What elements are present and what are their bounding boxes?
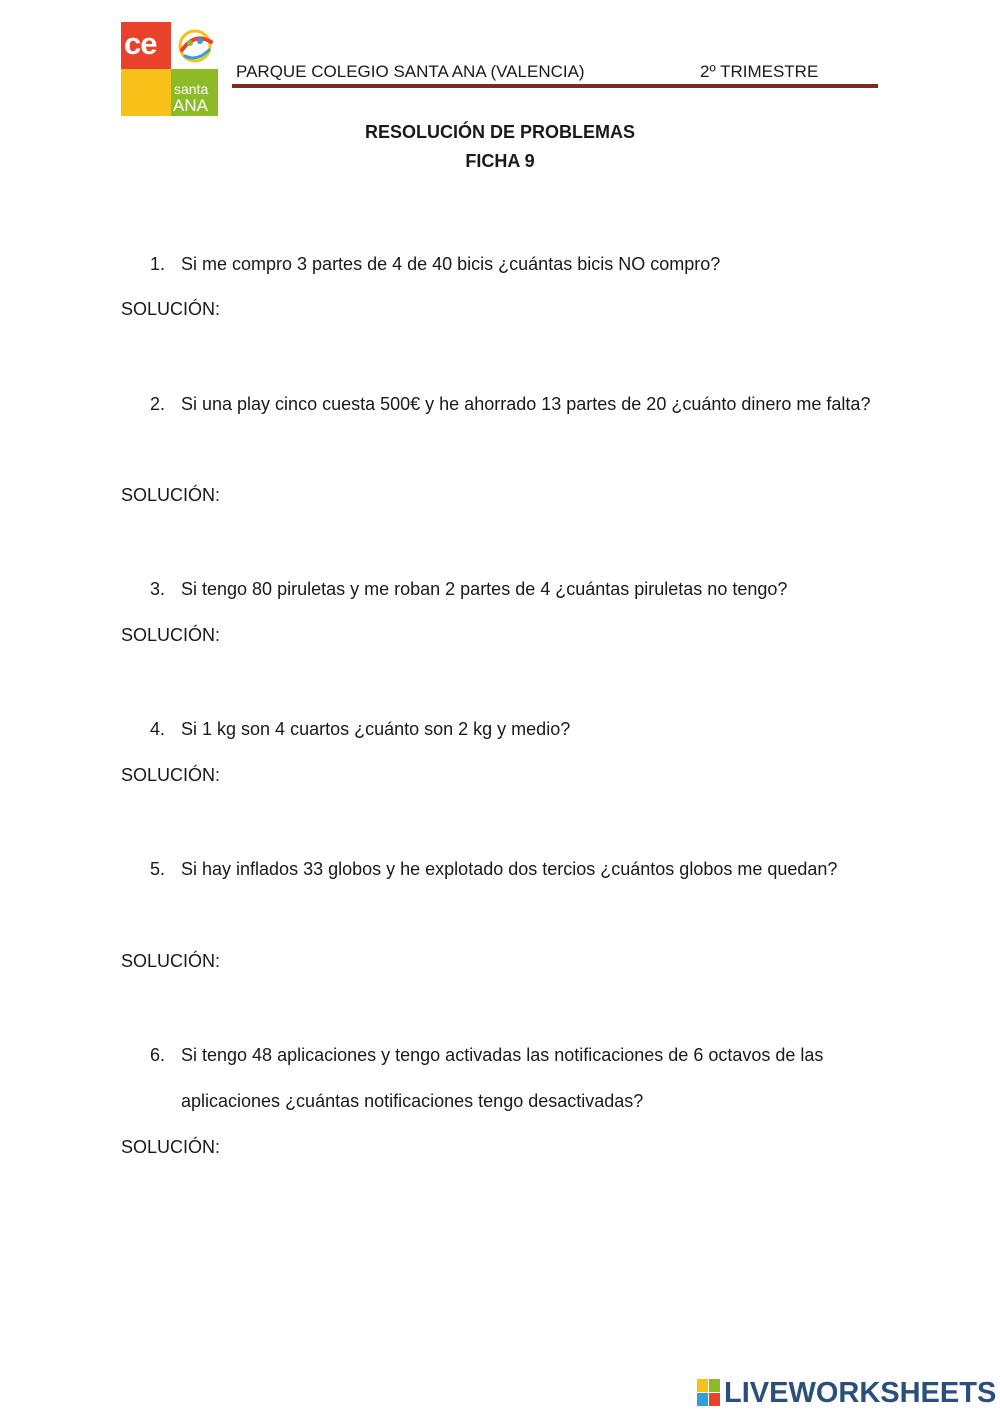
problem-6 (150, 1032, 890, 1124)
solution-label-5: SOLUCIÓN: (121, 951, 221, 971)
problem-5 (150, 846, 890, 892)
brand-name: LIVEWORKSHEETS (724, 1376, 997, 1409)
logo-ana-text: ANA (173, 96, 208, 115)
problem-text: Si una play cinco cuesta 500€ y he ahorrado 13 partes de 20 ¿cuánto dinero me falta? (181, 394, 871, 414)
solution-label-4: SOLUCIÓN: (121, 765, 221, 785)
logo-emblem-icon (173, 26, 217, 66)
problem-number: 1. (150, 254, 166, 274)
school-name: PARQUE COLEGIO SANTA ANA (VALENCIA) (236, 62, 585, 81)
page-subtitle: FICHA 9 (465, 151, 535, 171)
solution-label-3: SOLUCIÓN: (121, 625, 221, 645)
liveworksheets-brand (697, 1376, 996, 1410)
problem-number: 5. (150, 859, 166, 879)
problem-number: 6. (150, 1045, 166, 1065)
solution-label-6: SOLUCIÓN: (121, 1137, 221, 1157)
problem-text: Si 1 kg son 4 cuartos ¿cuánto son 2 kg y medio? (181, 719, 571, 739)
solution-label-2: SOLUCIÓN: (121, 485, 221, 505)
problem-number: 4. (150, 719, 166, 739)
problem-text: Si hay inflados 33 globos y he explotado dos tercios ¿cuántos globos me quedan? (181, 859, 838, 879)
liveworksheets-logo-icon (697, 1379, 721, 1407)
logo-santa-text: santa (174, 81, 209, 97)
problem-number: 2. (150, 394, 166, 414)
problem-3 (150, 566, 890, 612)
problem-2 (150, 381, 890, 427)
problem-4 (150, 706, 890, 752)
problem-text: Si tengo 80 piruletas y me roban 2 partes de 4 ¿cuántas piruletas no tengo? (181, 579, 788, 599)
problem-text: Si me compro 3 partes de 4 de 40 bicis ¿cuántas bicis NO compro? (181, 254, 721, 274)
page-title: RESOLUCIÓN DE PROBLEMAS (364, 122, 636, 142)
problem-1 (150, 241, 890, 287)
school-logo (121, 22, 218, 116)
solution-label-1: SOLUCIÓN: (121, 299, 221, 319)
term-label: 2º TRIMESTRE (700, 62, 819, 81)
logo-yellow-square (121, 69, 171, 116)
header-divider (232, 84, 878, 88)
problem-number: 3. (150, 579, 166, 599)
logo-ce-text: ce (124, 26, 157, 61)
problem-text: Si tengo 48 aplicaciones y tengo activadas las notificaciones de 6 octavos de las aplicaciones ¿cuántas notificaciones tengo desactivadas? (181, 1045, 824, 1111)
